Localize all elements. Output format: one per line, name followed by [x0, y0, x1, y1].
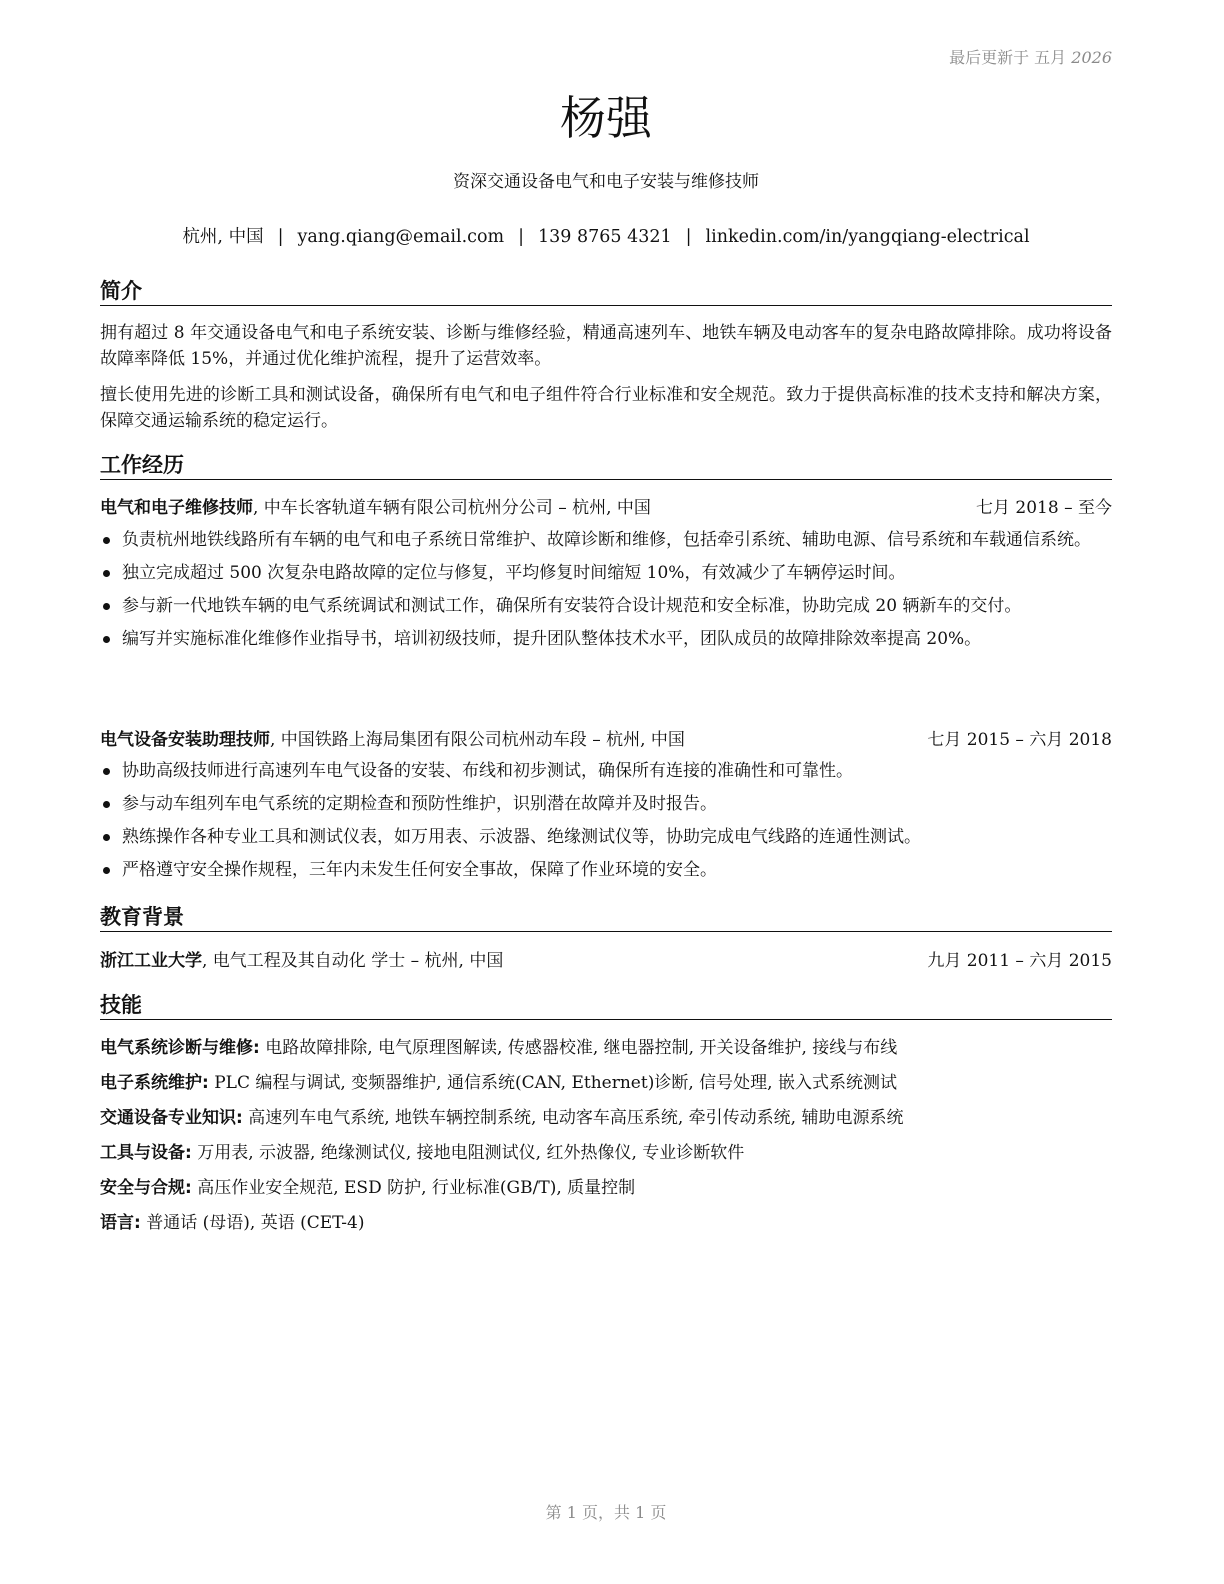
contact-separator: | — [518, 227, 525, 247]
contact-linkedin[interactable]: linkedin.com/in/yangqiang-electrical — [705, 227, 1030, 247]
bullet-text: 负责杭州地铁线路所有车辆的电气和电子系统日常维护、故障诊断和维修，包括牵引系统、辅助电源、信号系统和车载通信系统。 — [122, 530, 1091, 550]
education-school: 浙江工业大学 — [100, 951, 202, 971]
job-bullets — [100, 527, 1112, 659]
skill-value: 万用表, 示波器, 绝缘测试仪, 接地电阻测试仪, 红外热像仪, 专业诊断软件 — [191, 1143, 745, 1163]
contact-email[interactable]: yang.qiang@email.com — [297, 227, 505, 247]
job-header — [100, 495, 1112, 521]
skill-label: 安全与合规: — [100, 1178, 192, 1198]
skill-line — [100, 1105, 1112, 1131]
last-updated-label: 最后更新于 — [949, 48, 1030, 67]
list-item — [100, 857, 1112, 883]
skill-label: 电子系统维护: — [100, 1073, 209, 1093]
bullet-icon — [103, 636, 110, 643]
contact-separator: | — [685, 227, 692, 247]
section-title-summary: 简介 — [100, 277, 1112, 306]
resume-page — [100, 0, 1112, 1584]
education-entry — [100, 948, 1112, 974]
last-updated-month: 五月 — [1034, 48, 1067, 67]
job-org: , 中车长客轨道车辆有限公司杭州分公司 – 杭州, 中国 — [253, 498, 651, 518]
contact-location: 杭州, 中国 — [182, 227, 264, 247]
list-item — [100, 626, 1112, 652]
bullet-icon — [103, 603, 110, 610]
page-footer: 第 1 页，共 1 页 — [545, 1503, 667, 1522]
skill-value: PLC 编程与调试, 变频器维护, 通信系统(CAN, Ethernet)诊断, 信号处理, 嵌入式系统测试 — [208, 1073, 897, 1093]
job-role: 电气设备安装助理技师 — [100, 730, 270, 750]
bullet-text: 参与新一代地铁车辆的电气系统调试和测试工作，确保所有安装符合设计规范和安全标准，协助完成 20 辆新车的交付。 — [122, 596, 1022, 616]
contact-phone[interactable]: 139 8765 4321 — [538, 227, 672, 247]
bullet-text: 编写并实施标准化维修作业指导书，培训初级技师，提升团队整体技术水平，团队成员的故障排除效率提高 20%。 — [122, 629, 982, 649]
bullet-text: 独立完成超过 500 次复杂电路故障的定位与修复，平均修复时间缩短 10%，有效减少了车辆停运时间。 — [122, 563, 906, 583]
skill-line — [100, 1140, 1112, 1166]
list-item — [100, 593, 1112, 619]
last-updated — [949, 45, 1112, 68]
section-title-experience: 工作经历 — [100, 451, 1112, 480]
summary-paragraph: 擅长使用先进的诊断工具和测试设备，确保所有电气和电子组件符合行业标准和安全规范。致力于提供高标准的技术支持和解决方案，保障交通运输系统的稳定运行。 — [100, 385, 1112, 431]
skill-value: 高压作业安全规范, ESD 防护, 行业标准(GB/T), 质量控制 — [191, 1178, 636, 1198]
section-title-education: 教育背景 — [100, 903, 1112, 932]
list-item — [100, 824, 1112, 850]
bullet-icon — [103, 867, 110, 874]
bullet-text: 熟练操作各种专业工具和测试仪表，如万用表、示波器、绝缘测试仪等，协助完成电气线路的连通性测试。 — [122, 827, 921, 847]
job-role: 电气和电子维修技师 — [100, 498, 253, 518]
bullet-text: 严格遵守安全操作规程，三年内未发生任何安全事故，保障了作业环境的安全。 — [122, 860, 717, 880]
education-dates: 九月 2011 – 六月 2015 — [927, 951, 1112, 971]
summary-paragraph: 拥有超过 8 年交通设备电气和电子系统安装、诊断与维修经验，精通高速列车、地铁车辆及电动客车的复杂电路故障排除。成功将设备故障率降低 15%，并通过优化维护流程，提升了运营效率。 — [100, 323, 1112, 369]
skill-value: 高速列车电气系统, 地铁车辆控制系统, 电动客车高压系统, 牵引传动系统, 辅助电源系统 — [242, 1108, 904, 1128]
bullet-icon — [103, 768, 110, 775]
bullet-icon — [103, 801, 110, 808]
contact-separator: | — [277, 227, 284, 247]
skill-label: 交通设备专业知识: — [100, 1108, 243, 1128]
skill-line — [100, 1175, 1112, 1201]
candidate-name: 杨强 — [560, 91, 652, 145]
bullet-text: 协助高级技师进行高速列车电气设备的安装、布线和初步测试，确保所有连接的准确性和可靠性。 — [122, 761, 853, 781]
skill-value: 普通话 (母语), 英语 (CET-4) — [140, 1213, 365, 1233]
job-dates: 七月 2015 – 六月 2018 — [927, 730, 1112, 750]
section-title-skills: 技能 — [100, 991, 1112, 1020]
job-org: , 中国铁路上海局集团有限公司杭州动车段 – 杭州, 中国 — [270, 730, 685, 750]
skill-line — [100, 1210, 1112, 1236]
bullet-icon — [103, 537, 110, 544]
list-item — [100, 758, 1112, 784]
job-header — [100, 727, 1112, 753]
skill-label: 语言: — [100, 1213, 141, 1233]
skill-line — [100, 1035, 1112, 1061]
last-updated-year: 2026 — [1071, 48, 1112, 67]
job-dates: 七月 2018 – 至今 — [976, 498, 1112, 518]
bullet-text: 参与动车组列车电气系统的定期检查和预防性维护，识别潜在故障并及时报告。 — [122, 794, 717, 814]
bullet-icon — [103, 834, 110, 841]
skill-label: 工具与设备: — [100, 1143, 192, 1163]
list-item — [100, 527, 1112, 553]
skill-value: 电路故障排除, 电气原理图解读, 传感器校准, 继电器控制, 开关设备维护, 接线与布线 — [259, 1038, 898, 1058]
skill-label: 电气系统诊断与维修: — [100, 1038, 260, 1058]
job-bullets — [100, 758, 1112, 890]
skill-line — [100, 1070, 1112, 1096]
bullet-icon — [103, 570, 110, 577]
contact-line — [100, 225, 1112, 249]
list-item — [100, 791, 1112, 817]
education-detail: , 电气工程及其自动化 学士 – 杭州, 中国 — [202, 951, 504, 971]
list-item — [100, 560, 1112, 586]
candidate-tagline: 资深交通设备电气和电子安装与维修技师 — [453, 172, 759, 192]
